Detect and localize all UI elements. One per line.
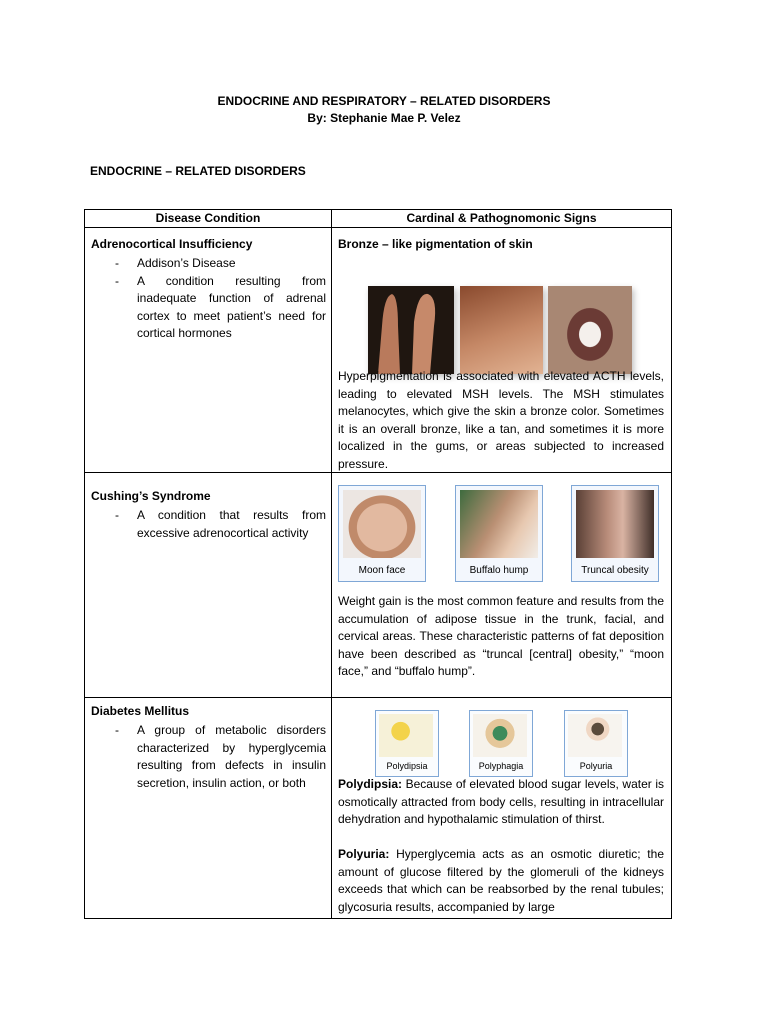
skin-fold-photo [460,286,543,374]
polyuria-image [568,714,622,757]
polyphagia-image [473,714,527,757]
image-caption: Polydipsia [386,761,428,771]
signs-cell [332,698,672,919]
table-row [85,473,672,698]
polydipsia-card [375,710,439,777]
disease-points [85,722,331,792]
list-item: - A group of metabolic disorders characterized by hyperglycemia resulting from defects in insulin secretion, insulin action, or both [115,723,326,790]
moon-face-image [343,490,421,558]
gums-photo [548,286,632,374]
polydipsia-image [379,714,433,757]
header-disease-condition: Disease Condition [85,210,332,228]
disease-cell [85,473,332,698]
truncal-obesity-card [571,485,659,582]
dash-bullet: - [115,273,119,288]
header-signs: Cardinal & Pathognomonic Signs [332,210,672,228]
buffalo-hump-card [455,485,543,582]
hands-photo [368,286,454,374]
dash-bullet: - [115,723,119,737]
image-caption: Polyuria [579,761,613,771]
polyuria-card [564,710,628,777]
section-heading: ENDOCRINE – RELATED DISORDERS [90,164,306,178]
term-polyuria: Polyuria: [338,847,390,861]
table-header-row [85,210,672,228]
document-title: ENDOCRINE AND RESPIRATORY – RELATED DISORDERS [217,94,551,108]
sign-description: Polyuria: Hyperglycemia acts as an osmotic diuretic; the amount of glucose filtered by the glomeruli of the kidneys exceeds that which can be reabsorbed by the renal tubules; glycosuria results, accompanied by large [338,847,664,914]
disease-name: Cushing’s Syndrome [91,489,211,503]
table-row [85,228,672,473]
moon-face-card [338,485,426,582]
signs-cell [332,228,672,473]
table-row [85,698,672,919]
image-caption: Moon face [358,565,406,576]
image-caption: Polyphagia [478,761,524,771]
sign-heading: Bronze – like pigmentation of skin [338,237,533,251]
document-author: By: Stephanie Mae P. Velez [307,111,461,125]
sign-description: Weight gain is the most common feature and results from the accumulation of adipose tissue in the trunk, facial, and cervical areas. These characteristic patterns of fat deposition have been described as “truncal [central] obesity,” “moon face,” and “buffalo hump”. [338,594,664,679]
buffalo-hump-image [460,490,538,558]
sign-description: Polydipsia: Because of elevated blood sugar levels, water is osmotically attracted from body cells, resulting in intracellular dehydration and hypothalamic stimulation of thirst. [338,777,664,827]
signs-cell [332,473,672,698]
list-item: - Addison’s Disease [85,255,331,273]
disease-name: Adrenocortical Insufficiency [91,237,253,251]
disease-points [85,507,331,542]
list-item: - A condition resulting from inadequate function of adrenal cortex to meet patient’s need for cortical hormones [115,273,326,341]
polyphagia-card [469,710,533,777]
dash-bullet: - [115,508,119,522]
disorders-table [84,209,672,919]
sign-description: Hyperpigmentation is associated with elevated ACTH levels, leading to elevated MSH levels. The MSH stimulates melanocytes, which give the skin a bronze color. Sometimes it is an overall bronze, like a tan, and sometimes it is more localized in the gums, or areas subjected to increased pressure. [338,369,664,471]
image-caption: Buffalo hump [469,565,529,576]
disease-cell [85,698,332,919]
truncal-obesity-image [576,490,654,558]
term-polydipsia: Polydipsia: [338,777,403,791]
disease-points [85,255,331,343]
image-caption: Truncal obesity [581,565,649,576]
dash-bullet: - [115,256,119,270]
disease-name: Diabetes Mellitus [91,704,190,718]
list-item: - A condition that results from excessive adrenocortical activity [115,508,326,540]
disease-cell [85,228,332,473]
